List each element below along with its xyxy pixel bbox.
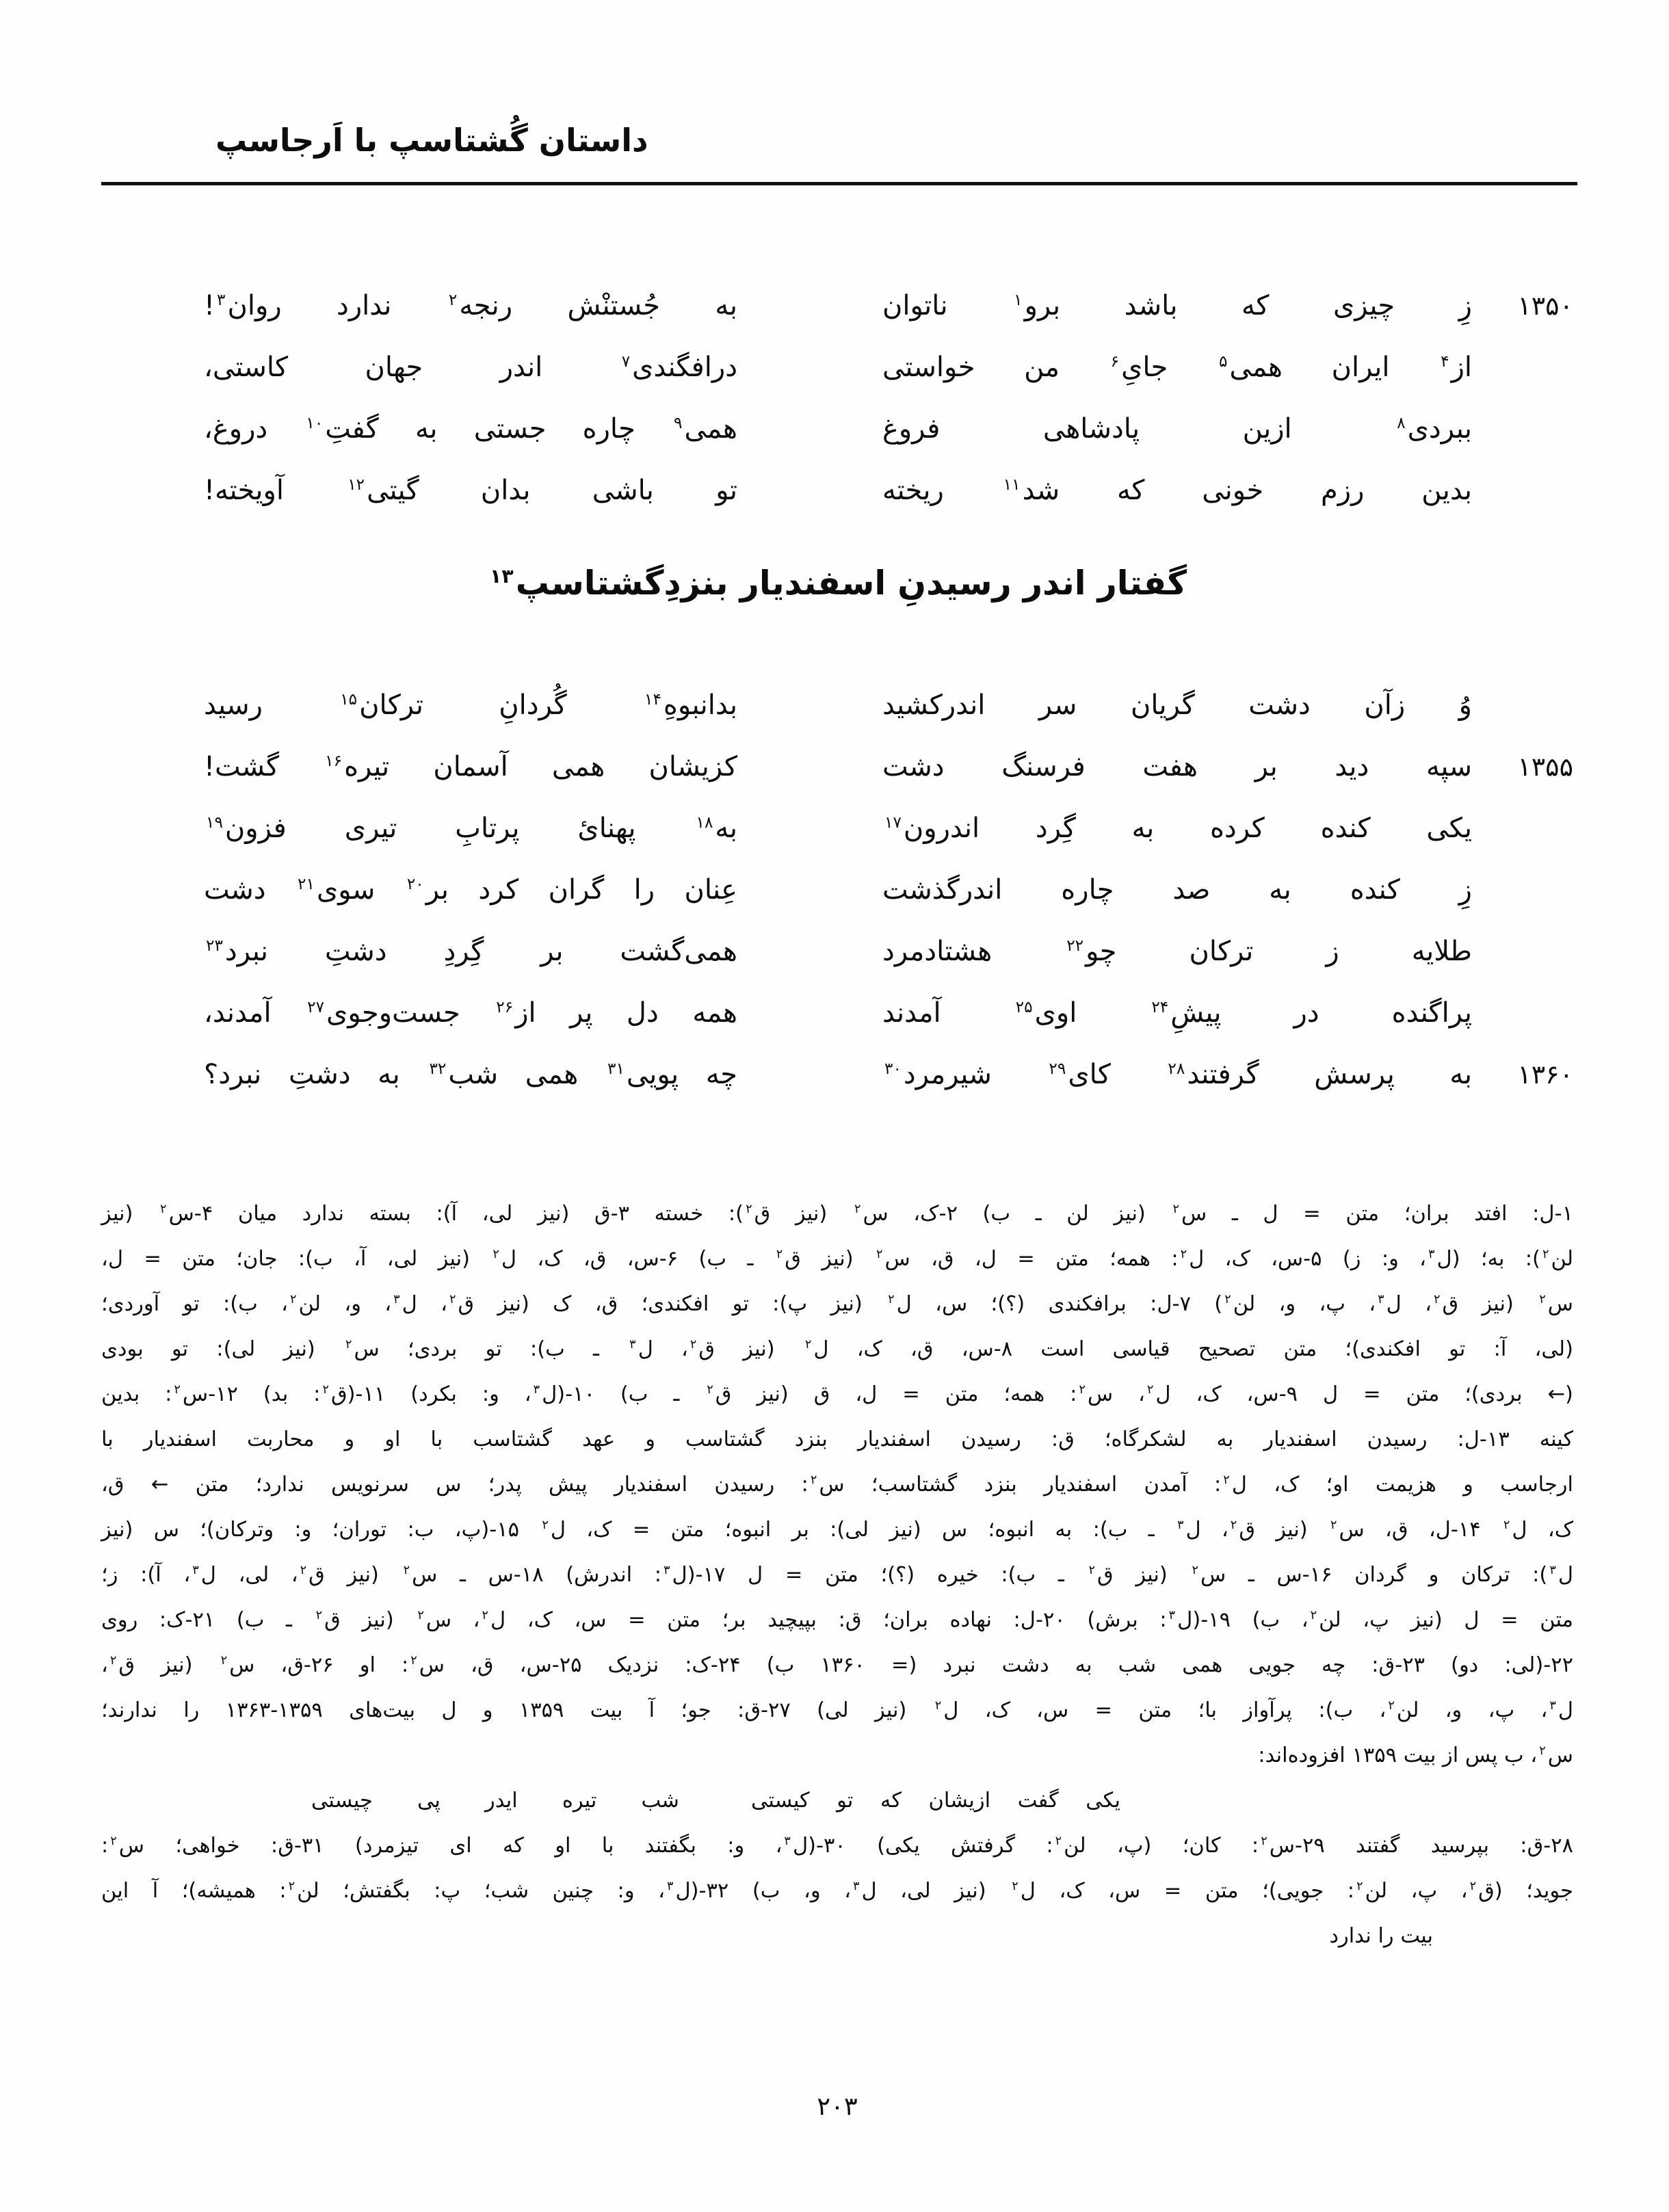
page-number: ۲۰۳ — [817, 2092, 858, 2121]
footnote-inserted-verse — [101, 1778, 1573, 1823]
hemistich-second: به$^{۱۸}$ پهنائ پرتابِ تیری فزون$^{۱۹}$ — [206, 813, 737, 844]
verse-row — [101, 398, 1573, 460]
footnote-line: متن = ل (نیز پ، لن$^۲$، ب) ۱۹-(ل$^۳$: برش) ۲۰-ل: نهاده بران؛ ق: بپیچید بر؛ متن = س، ک، ل$^۲$، س$^۲$ (نیز ق$^۲$ ـ ب) ۲۱-ک: روی — [101, 1608, 1573, 1632]
footnote-line: ل$^۳$): ترکان و گردان ۱۶-س ـ س$^۲$ (نیز ق$^۲$ ـ ب): خیره (؟)؛ متن = ل ۱۷-(ل$^۳$: اندرش) ۱۸-س ـ س$^۲$ (نیز ق$^۲$، لی، ل$^۳$، آ): ز؛ — [101, 1563, 1574, 1587]
footnote-line: س$^۲$ (نیز ق$^۲$، ل$^۳$، پ، و، لن$^۲$) ۷-ل: برافکندی (؟)؛ س، ل$^۲$ (نیز پ): تو افکندی؛ ق، ک (نیز ق$^۲$، ل$^۳$، و، لن$^۲$، ب): تو آوردی؛ — [101, 1292, 1573, 1316]
hemistich-first: زِ چیزی که باشد برو$^۱$ ناتوان — [882, 290, 1472, 321]
verse-row — [101, 674, 1573, 736]
hemistich-first: یکی گفت ازیشان که تو کیستی — [751, 1789, 1120, 1813]
footnote-line: ارجاسب و هزیمت او؛ ک، ل$^۲$: آمدن اسفندیار بنزد گشتاسب؛ س$^۲$: رسیدن اسفندیار پیش پدر؛ س سرنویس ندارد؛ متن ← ق، — [101, 1473, 1573, 1497]
hemistich-first: از$^۴$ ایران همی$^۵$ جایِ$^۶$ من خواستی — [882, 352, 1472, 383]
hemistich-second: همه دل پر از$^{۲۶}$ جست‌وجوی$^{۲۷}$ آمدند، — [204, 997, 738, 1029]
hemistich-first: زِ کنده به صد چاره اندرگذشت — [882, 874, 1472, 906]
running-title: داستان گُشتاسپ با اَرجاسپ — [215, 122, 648, 159]
hemistich-second: تو باشی بدان گیتی$^{۱۲}$ آویخته! — [204, 475, 737, 506]
verse-number: ۱۳۵۵ — [1517, 752, 1573, 782]
footnote-line: لن$^۲$): به؛ (ل$^۳$، و: ز) ۵-س، ک، ل$^۲$: همه؛ متن = ل، ق، س$^۲$ (نیز ق$^۲$ ـ ب) ۶-س، ق، ک، ل$^۲$ (نیز لی، آ، ب): جان؛ متن = ل، — [101, 1247, 1573, 1271]
verse-block-1355 — [101, 674, 1573, 1105]
hemistich-second: عِنان را گران کرد بر$^{۲۰}$ سوی$^{۲۱}$ دشت — [204, 874, 737, 906]
hemistich-first: وُ زآن دشت گریان سر اندرکشید — [882, 689, 1472, 721]
hemistich-second: شب تیره ایدر پی چیستی — [311, 1789, 679, 1813]
footnote-line: (← بردی)؛ متن = ل ۹-س، ک، ل$^۲$، س$^۲$: همه؛ متن = ل، ق (نیز ق$^۲$ ـ ب) ۱۰-(ل$^۳$، و: بکرد) ۱۱-(ق$^۲$: بد) ۱۲-س$^۲$: بدین — [101, 1382, 1573, 1406]
verse-number: ۱۳۵۰ — [1517, 291, 1573, 321]
hemistich-second: کزیشان همی آسمان تیره$^{۱۶}$ گشت! — [204, 751, 737, 782]
hemistich-first: پراگنده در پیشِ$^{۲۴}$ اوی$^{۲۵}$ آمدند — [882, 997, 1472, 1029]
hemistich-second: همی$^۹$ چاره جستی به گفتِ$^{۱۰}$ دروغ، — [204, 413, 737, 445]
column-gap — [679, 1778, 751, 1823]
verse-row — [101, 337, 1573, 398]
verse-row — [101, 460, 1573, 521]
hemistich-second: چه پویی$^{۳۱}$ همی شب$^{۳۲}$ به دشتِ نبرد؟ — [204, 1059, 738, 1090]
hemistich-second: بدانبوهِ$^{۱۴}$ گُردانِ ترکان$^{۱۵}$ رسید — [204, 689, 737, 721]
footnote-line: ک، ل$^۲$ ۱۴-ل، ق، س$^۲$ (نیز ق$^۲$، ل$^۳$ ـ ب): به انبوه؛ س (نیز لی): بر انبوه؛ متن = ک، ل$^۲$ ۱۵-(پ، ب: توران؛ و: وترکان)؛ س (نیز — [101, 1518, 1574, 1542]
footnote-line: ۱-ل: افتد بران؛ متن = ل ـ س$^۲$ (نیز لن ـ ب) ۲-ک، س$^۲$ (نیز ق$^۲$): خسته ۳-ق (نیز لی، آ): بسته ندارد میان ۴-س$^۲$ (نیز — [101, 1202, 1573, 1226]
header-rule — [101, 182, 1577, 185]
verse-row — [101, 1044, 1573, 1105]
verse-row — [101, 275, 1573, 337]
footnote-line: ل$^۳$، پ، و، لن$^۲$، ب): پرآواز با؛ متن = س، ک، ل$^۲$ (نیز لی) ۲۷-ق: جو؛ آ بیت ۱۳۵۹ و ل بیت‌های ۱۳۵۹-۱۳۶۳ را ندارند؛ — [101, 1698, 1573, 1722]
hemistich-first: ببردی$^۸$ ازین پادشاهی فروغ — [882, 413, 1472, 445]
hemistich-second: درافگندی$^۷$ اندر جهان کاستی، — [204, 352, 737, 383]
hemistich-first: یکی کنده کرده به گِرد اندرون$^{۱۷}$ — [884, 813, 1472, 844]
hemistich-second: همی‌گشت بر گِردِ دشتِ نبرد$^{۲۳}$ — [206, 936, 737, 967]
verse-row — [101, 736, 1573, 798]
verse-row — [101, 798, 1573, 859]
footnote-line: کینه ۱۳-ل: رسیدن اسفندیار به لشکرگاه؛ ق: رسیدن اسفندیار بنزد گشتاسب و عهد گشتاسب با او و محاربت اسفندیار با — [101, 1427, 1573, 1451]
verse-block-1350 — [101, 275, 1573, 521]
verse-row — [101, 859, 1573, 921]
footnote-line: س$^۲$، ب پس از بیت ۱۳۵۹ افزوده‌اند: — [1258, 1743, 1573, 1767]
footnote-line: ۲۲-(لی: دو) ۲۳-ق: چه جویی همی شب به دشت نبرد (= ۱۳۶۰ ب) ۲۴-ک: نزدیک ۲۵-س، ق، س$^۲$: او ۲۶-ق، س$^۲$ (نیز ق$^۲$، — [101, 1653, 1573, 1677]
hemistich-first: طلایه ز ترکان چو$^{۲۲}$ هشتادمرد — [882, 936, 1472, 967]
footnote-line: ۲۸-ق: بپرسید گفتند ۲۹-س$^۲$: کان؛ (پ، لن$^۲$: گرفتش یکی) ۳۰-(ل$^۳$، و: بگفتند با او که ای تیزمرد) ۳۱-ق: خواهی؛ س$^۲$: — [101, 1834, 1574, 1858]
section-heading: گفتار اندر رسیدنِ اسفندیار بنزدِگشتاسپ$^{۱۳}$ — [490, 564, 1187, 603]
critical-apparatus — [101, 1191, 1573, 1959]
verse-row — [101, 921, 1573, 982]
hemistich-first: بدین رزم خونی که شد$^{۱۱}$ ریخته — [882, 475, 1472, 506]
footnote-line: جوید؛ (ق$^۲$، پ، لن$^۲$: جویی)؛ متن = س، ک، ل$^۲$ (نیز لی، ل$^۳$، و، ب) ۳۲-(ل$^۳$، و: چنین شب؛ پ: بگفتش؛ لن$^۲$: همیشه)؛ آ این — [101, 1879, 1573, 1903]
footnote-line: بیت را ندارد — [1329, 1924, 1433, 1948]
hemistich-first: به پرسش گرفتند$^{۲۸}$ کای$^{۲۹}$ شیرمرد$^{۳۰}$ — [884, 1059, 1472, 1090]
hemistich-first: سپه دید بر هفت فرسنگ دشت — [882, 751, 1472, 782]
verse-row — [101, 982, 1573, 1044]
footnote-line: (لی، آ: تو افکندی)؛ متن تصحیح قیاسی است ۸-س، ق، ک، ل$^۲$ (نیز ق$^۲$، ل$^۳$ ـ ب): تو بردی؛ س$^۲$ (نیز لی): تو بودی — [101, 1337, 1573, 1361]
hemistich-second: به جُستنْش رنجه$^۲$ ندارد روان$^۳$! — [204, 290, 737, 321]
verse-number: ۱۳۶۰ — [1517, 1059, 1573, 1090]
